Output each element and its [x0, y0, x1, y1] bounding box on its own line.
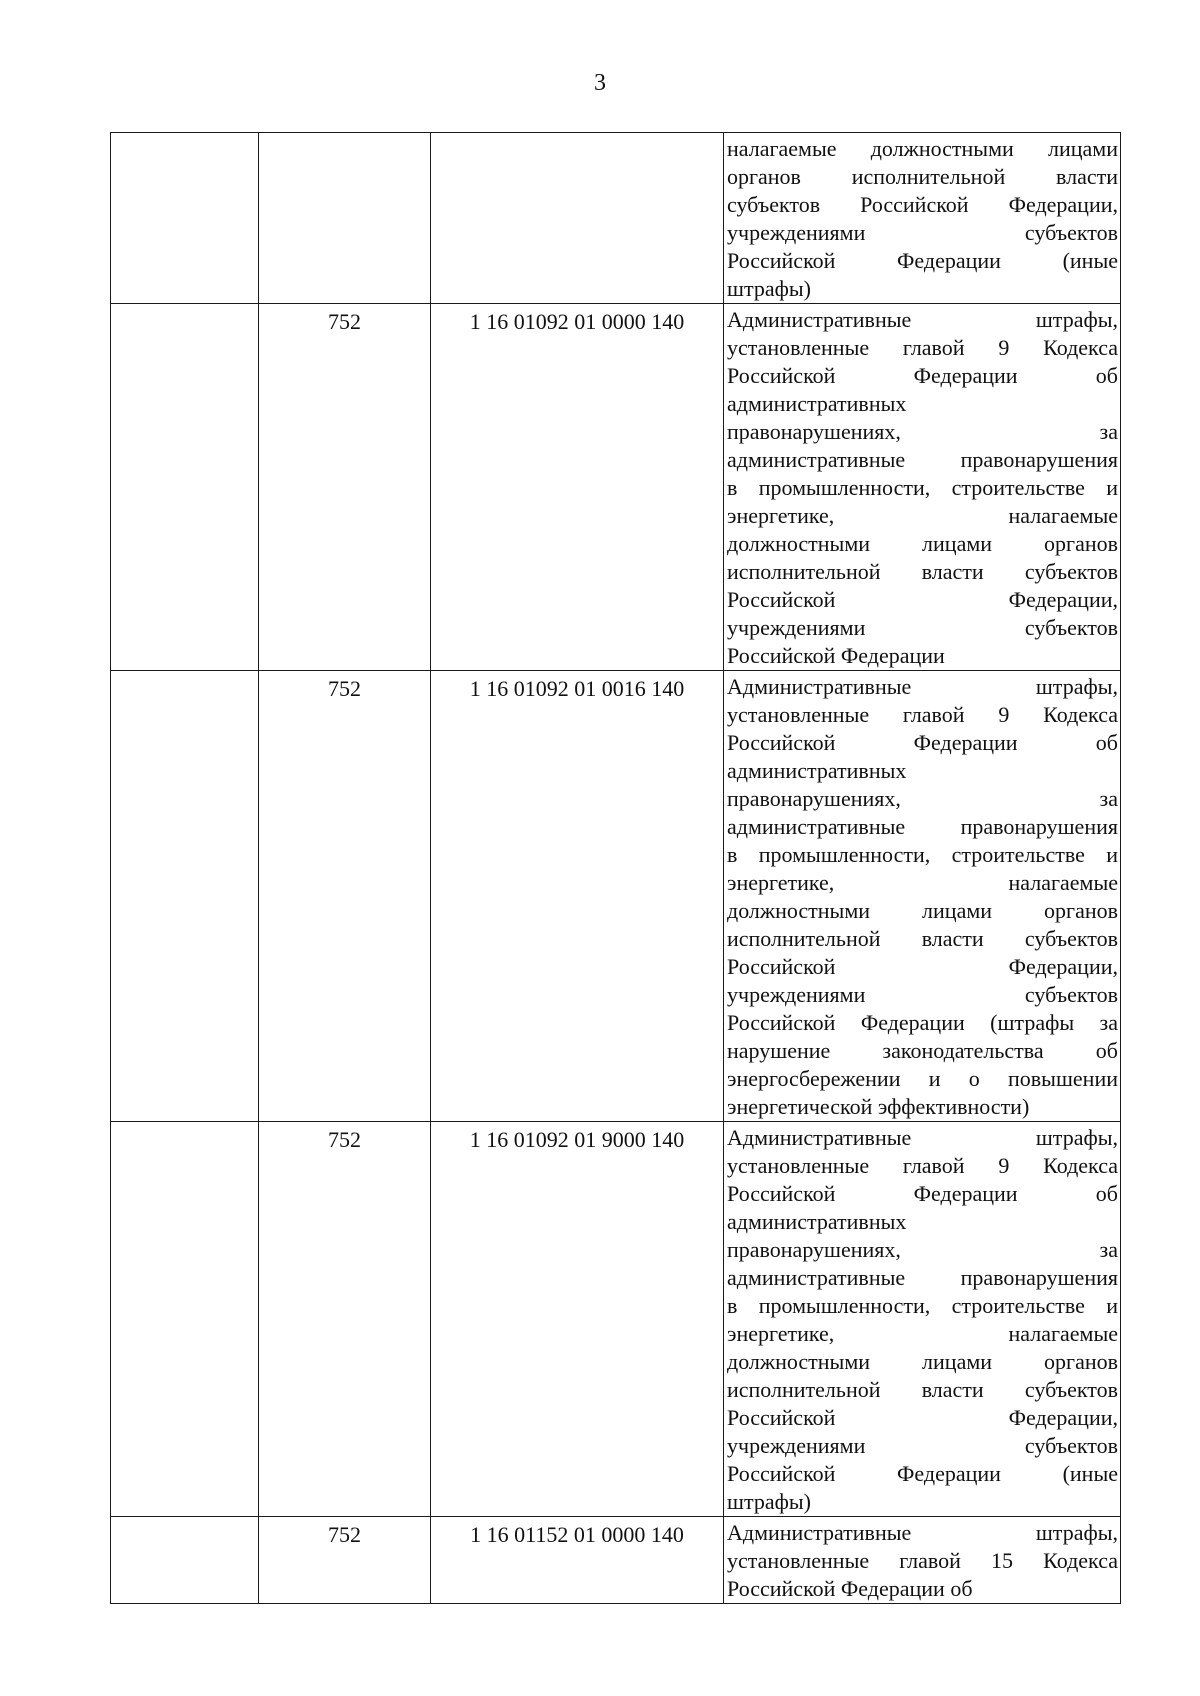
- description-line: Административные штрафы,: [727, 1125, 1118, 1150]
- budget-classification-code-cell: [431, 133, 724, 304]
- description-line: административных: [727, 758, 907, 783]
- description-cell: [724, 671, 1121, 1122]
- empty-cell: [111, 1122, 259, 1517]
- description-line: Российской Федерации об: [727, 1181, 1118, 1206]
- description-line: должностными лицами органов: [727, 898, 1118, 923]
- description-line: энергетике, налагаемые: [727, 1321, 1118, 1346]
- description-line: исполнительной власти субъектов: [727, 1377, 1118, 1402]
- description-line: энергетике, налагаемые: [727, 870, 1118, 895]
- description-line: субъектов Российской Федерации,: [727, 192, 1118, 217]
- description-line: налагаемые должностными лицами: [727, 136, 1118, 161]
- description-line: административных: [727, 1209, 907, 1234]
- description-line: энергосбережении и о повышении: [727, 1066, 1118, 1091]
- description-line: Российской Федерации об: [727, 363, 1118, 388]
- description-line: учреждениями субъектов: [727, 615, 1118, 640]
- table-row: [111, 133, 1121, 304]
- empty-cell: [111, 304, 259, 671]
- description-line: Российской Федерации об: [727, 730, 1118, 755]
- description-line: исполнительной власти субъектов: [727, 559, 1118, 584]
- description-line: установленные главой 9 Кодекса: [727, 702, 1118, 727]
- description-line: установленные главой 15 Кодекса: [727, 1548, 1118, 1573]
- description-line: административные правонарушения: [727, 1265, 1118, 1290]
- budget-codes-table: [110, 132, 1121, 1604]
- description-line: учреждениями субъектов: [727, 982, 1118, 1007]
- description-line: учреждениями субъектов: [727, 220, 1118, 245]
- description-line: штрафы): [727, 276, 811, 301]
- description-line: должностными лицами органов: [727, 1349, 1118, 1374]
- description-cell: [724, 1122, 1121, 1517]
- description-cell: [724, 1517, 1121, 1604]
- admin-code-cell: 752: [259, 671, 431, 1122]
- description-cell: [724, 304, 1121, 671]
- description-line: установленные главой 9 Кодекса: [727, 1153, 1118, 1178]
- description-line: учреждениями субъектов: [727, 1433, 1118, 1458]
- empty-cell: [111, 671, 259, 1122]
- description-line: административных: [727, 391, 907, 416]
- description-line: установленные главой 9 Кодекса: [727, 335, 1118, 360]
- table-row: [111, 1122, 1121, 1517]
- description-line: Административные штрафы,: [727, 1520, 1118, 1545]
- table-row: [111, 1517, 1121, 1604]
- description-line: административные правонарушения: [727, 447, 1118, 472]
- description-line: Российской Федерации (иные: [727, 1461, 1118, 1486]
- description-cell: [724, 133, 1121, 304]
- description-line: правонарушениях, за: [727, 786, 1118, 811]
- admin-code-cell: 752: [259, 1517, 431, 1604]
- table-row: [111, 671, 1121, 1122]
- description-line: нарушение законодательства об: [727, 1038, 1118, 1063]
- description-line: Административные штрафы,: [727, 674, 1118, 699]
- description-line: в промышленности, строительстве и: [727, 1293, 1118, 1318]
- budget-classification-code-cell: 1 16 01092 01 9000 140: [431, 1122, 724, 1517]
- description-line: должностными лицами органов: [727, 531, 1118, 556]
- budget-classification-code-cell: 1 16 01152 01 0000 140: [431, 1517, 724, 1604]
- description-line: в промышленности, строительстве и: [727, 475, 1118, 500]
- description-line: Российской Федерации (иные: [727, 248, 1118, 273]
- budget-classification-code-cell: 1 16 01092 01 0016 140: [431, 671, 724, 1122]
- description-line: Российской Федерации,: [727, 954, 1118, 979]
- description-line: исполнительной власти субъектов: [727, 926, 1118, 951]
- description-line: правонарушениях, за: [727, 1237, 1118, 1262]
- empty-cell: [111, 133, 259, 304]
- description-line: правонарушениях, за: [727, 419, 1118, 444]
- description-line: энергетике, налагаемые: [727, 503, 1118, 528]
- table-row: [111, 304, 1121, 671]
- description-line: органов исполнительной власти: [727, 164, 1118, 189]
- description-line: Административные штрафы,: [727, 307, 1118, 332]
- description-line: энергетической эффективности): [727, 1094, 1030, 1119]
- description-line: в промышленности, строительстве и: [727, 842, 1118, 867]
- description-line: Российской Федерации (штрафы за: [727, 1010, 1118, 1035]
- admin-code-cell: 752: [259, 1122, 431, 1517]
- description-line: административные правонарушения: [727, 814, 1118, 839]
- empty-cell: [111, 1517, 259, 1604]
- description-line: Российской Федерации,: [727, 1405, 1118, 1430]
- page-number: 3: [594, 70, 606, 96]
- admin-code-cell: [259, 133, 431, 304]
- description-line: Российской Федерации: [727, 643, 945, 668]
- table-body: [111, 133, 1121, 1604]
- description-line: штрафы): [727, 1489, 811, 1514]
- description-line: Российской Федерации об: [727, 1576, 973, 1601]
- description-line: Российской Федерации,: [727, 587, 1118, 612]
- budget-classification-code-cell: 1 16 01092 01 0000 140: [431, 304, 724, 671]
- admin-code-cell: 752: [259, 304, 431, 671]
